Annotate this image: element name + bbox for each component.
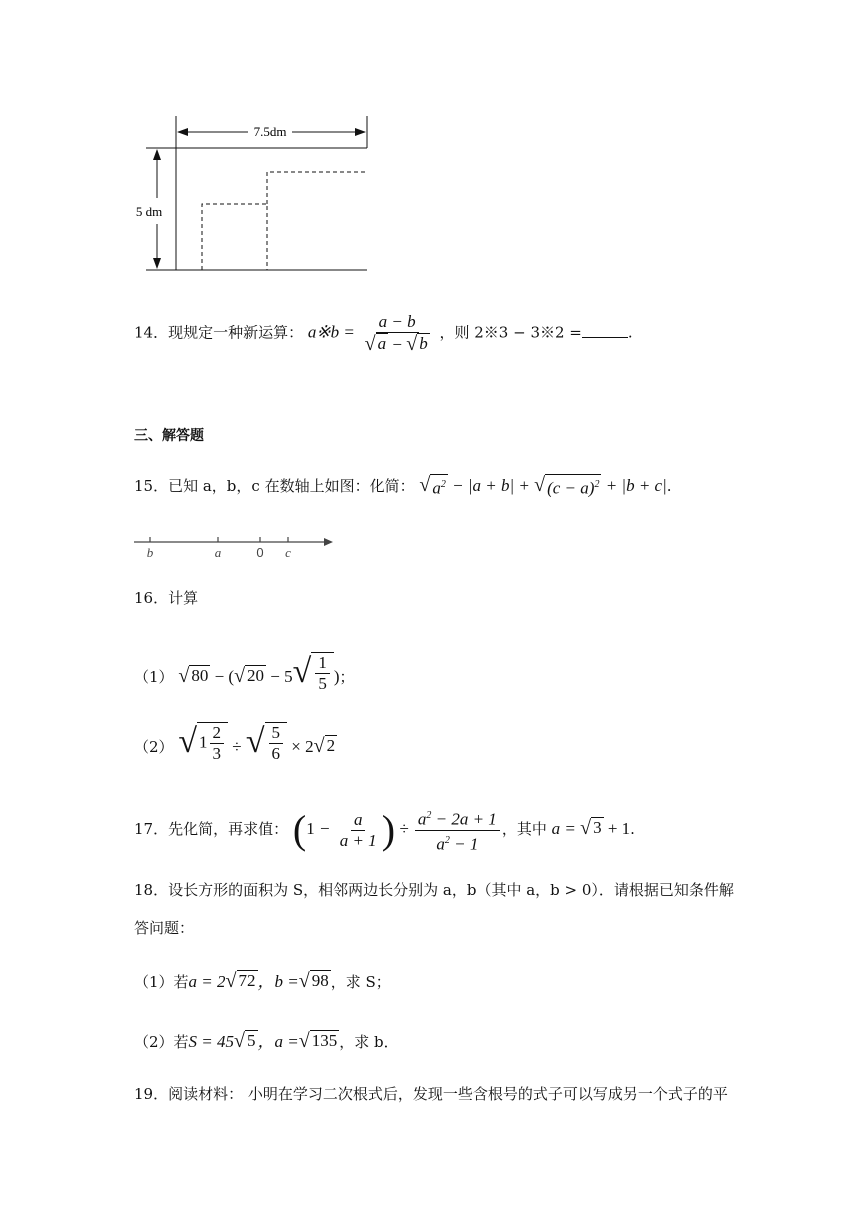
tick-label-a: a — [214, 545, 222, 560]
tick-label-0: 0 — [256, 545, 264, 560]
question-18-part-2: （2）若S = 45 √ 5 ，a = √ 135 ，求 b． — [134, 1030, 399, 1052]
question-number: 19． — [134, 1085, 169, 1103]
part-label: （2） — [134, 738, 174, 756]
tick-label-b: b — [146, 545, 154, 560]
question-18-part-1: （1）若a = 2 √ 72 ，b = √ 98 ，求 S； — [134, 970, 391, 992]
fraction-denominator: √ a − √ b — [364, 333, 428, 355]
question-16-part-1: （1） √ 80 − ( √ 20 − 5 √ $\frac{1}{5}$ )； — [134, 653, 355, 693]
operation-fraction — [362, 312, 433, 355]
question-number: 16． — [134, 589, 169, 607]
question-text: 先化简，再求值： — [168, 820, 289, 839]
question-text: 设长方形的面积为 S，相邻两边长分别为 a，b（其中 a，b > 0）．请根据已知条件解 — [168, 881, 734, 899]
question-15: 15．已知 a，b，c 在数轴上如图：化简： √ $a^2$ − |a + b| + √ $(c - a)^2$ + |b + c|. — [134, 474, 672, 498]
question-number: 14． — [134, 323, 169, 342]
question-18-continued: 答问题： — [134, 919, 195, 937]
question-number: 15． — [134, 477, 169, 495]
question-17: 17．先化简，再求值： (1 − $\frac{a}{a + 1}$ ) ÷ $\frac{a^2 - 2a + 1}{a^2 - 1}$ ，其中 a = √ 3 + 1. — [134, 807, 635, 854]
question-text: 阅读材料： 小明在学习二次根式后，发现一些含根号的式子可以写成另一个式子的平 — [168, 1085, 728, 1103]
part-label: （2）若 — [134, 1033, 189, 1051]
question-number: 18． — [134, 881, 169, 899]
question-text: 计算 — [168, 589, 199, 607]
question-16-part-2 — [134, 722, 337, 764]
part-label: （1） — [134, 668, 174, 686]
answer-blank[interactable] — [582, 323, 628, 338]
sqrt-icon: √ — [406, 333, 418, 355]
expression: √ 80 − ( √ 20 − 5 √ $\frac{1}{5}$ ) — [178, 653, 340, 693]
question-text: 已知 a，b，c 在数轴上如图：化简： — [168, 477, 415, 495]
section-heading: 三、解答题 — [134, 428, 204, 444]
tick-label-c: c — [285, 545, 291, 560]
rectangle-figure — [130, 112, 380, 284]
height-label: 5 dm — [135, 204, 163, 219]
operation-lhs: a※b = — [307, 322, 355, 342]
question-16 — [134, 588, 198, 608]
sqrt-icon: √ — [364, 333, 376, 355]
condition: a = √ 3 + 1 — [551, 817, 631, 840]
expression: √ $a^2$ − |a + b| + √ $(c - a)^2$ + |b + c| — [419, 474, 667, 498]
expression: (1 − $\frac{a}{a + 1}$ ) ÷ $\frac{a^2 - 2a + 1}{a^2 - 1}$ — [293, 819, 502, 838]
fraction-numerator: a − b — [376, 312, 419, 333]
question-14: 14．现规定一种新运算： a※b = a − b √ a − √ b ，则 2※3 − 3※2 = . — [134, 312, 633, 355]
expression: √ 1 $\frac{2}{3}$ ÷ √ $\frac{5}{6}$ × 2 √ 2 — [178, 723, 336, 763]
question-19 — [134, 1084, 728, 1104]
part-label: （1）若 — [134, 973, 189, 991]
question-tail: ，则 2※3 − 3※2 = — [439, 323, 582, 342]
number-line — [130, 530, 340, 562]
width-label: 7.5dm — [253, 124, 287, 139]
question-18 — [134, 880, 734, 900]
question-text: 现规定一种新运算： — [168, 323, 304, 342]
question-number: 17． — [134, 820, 169, 839]
